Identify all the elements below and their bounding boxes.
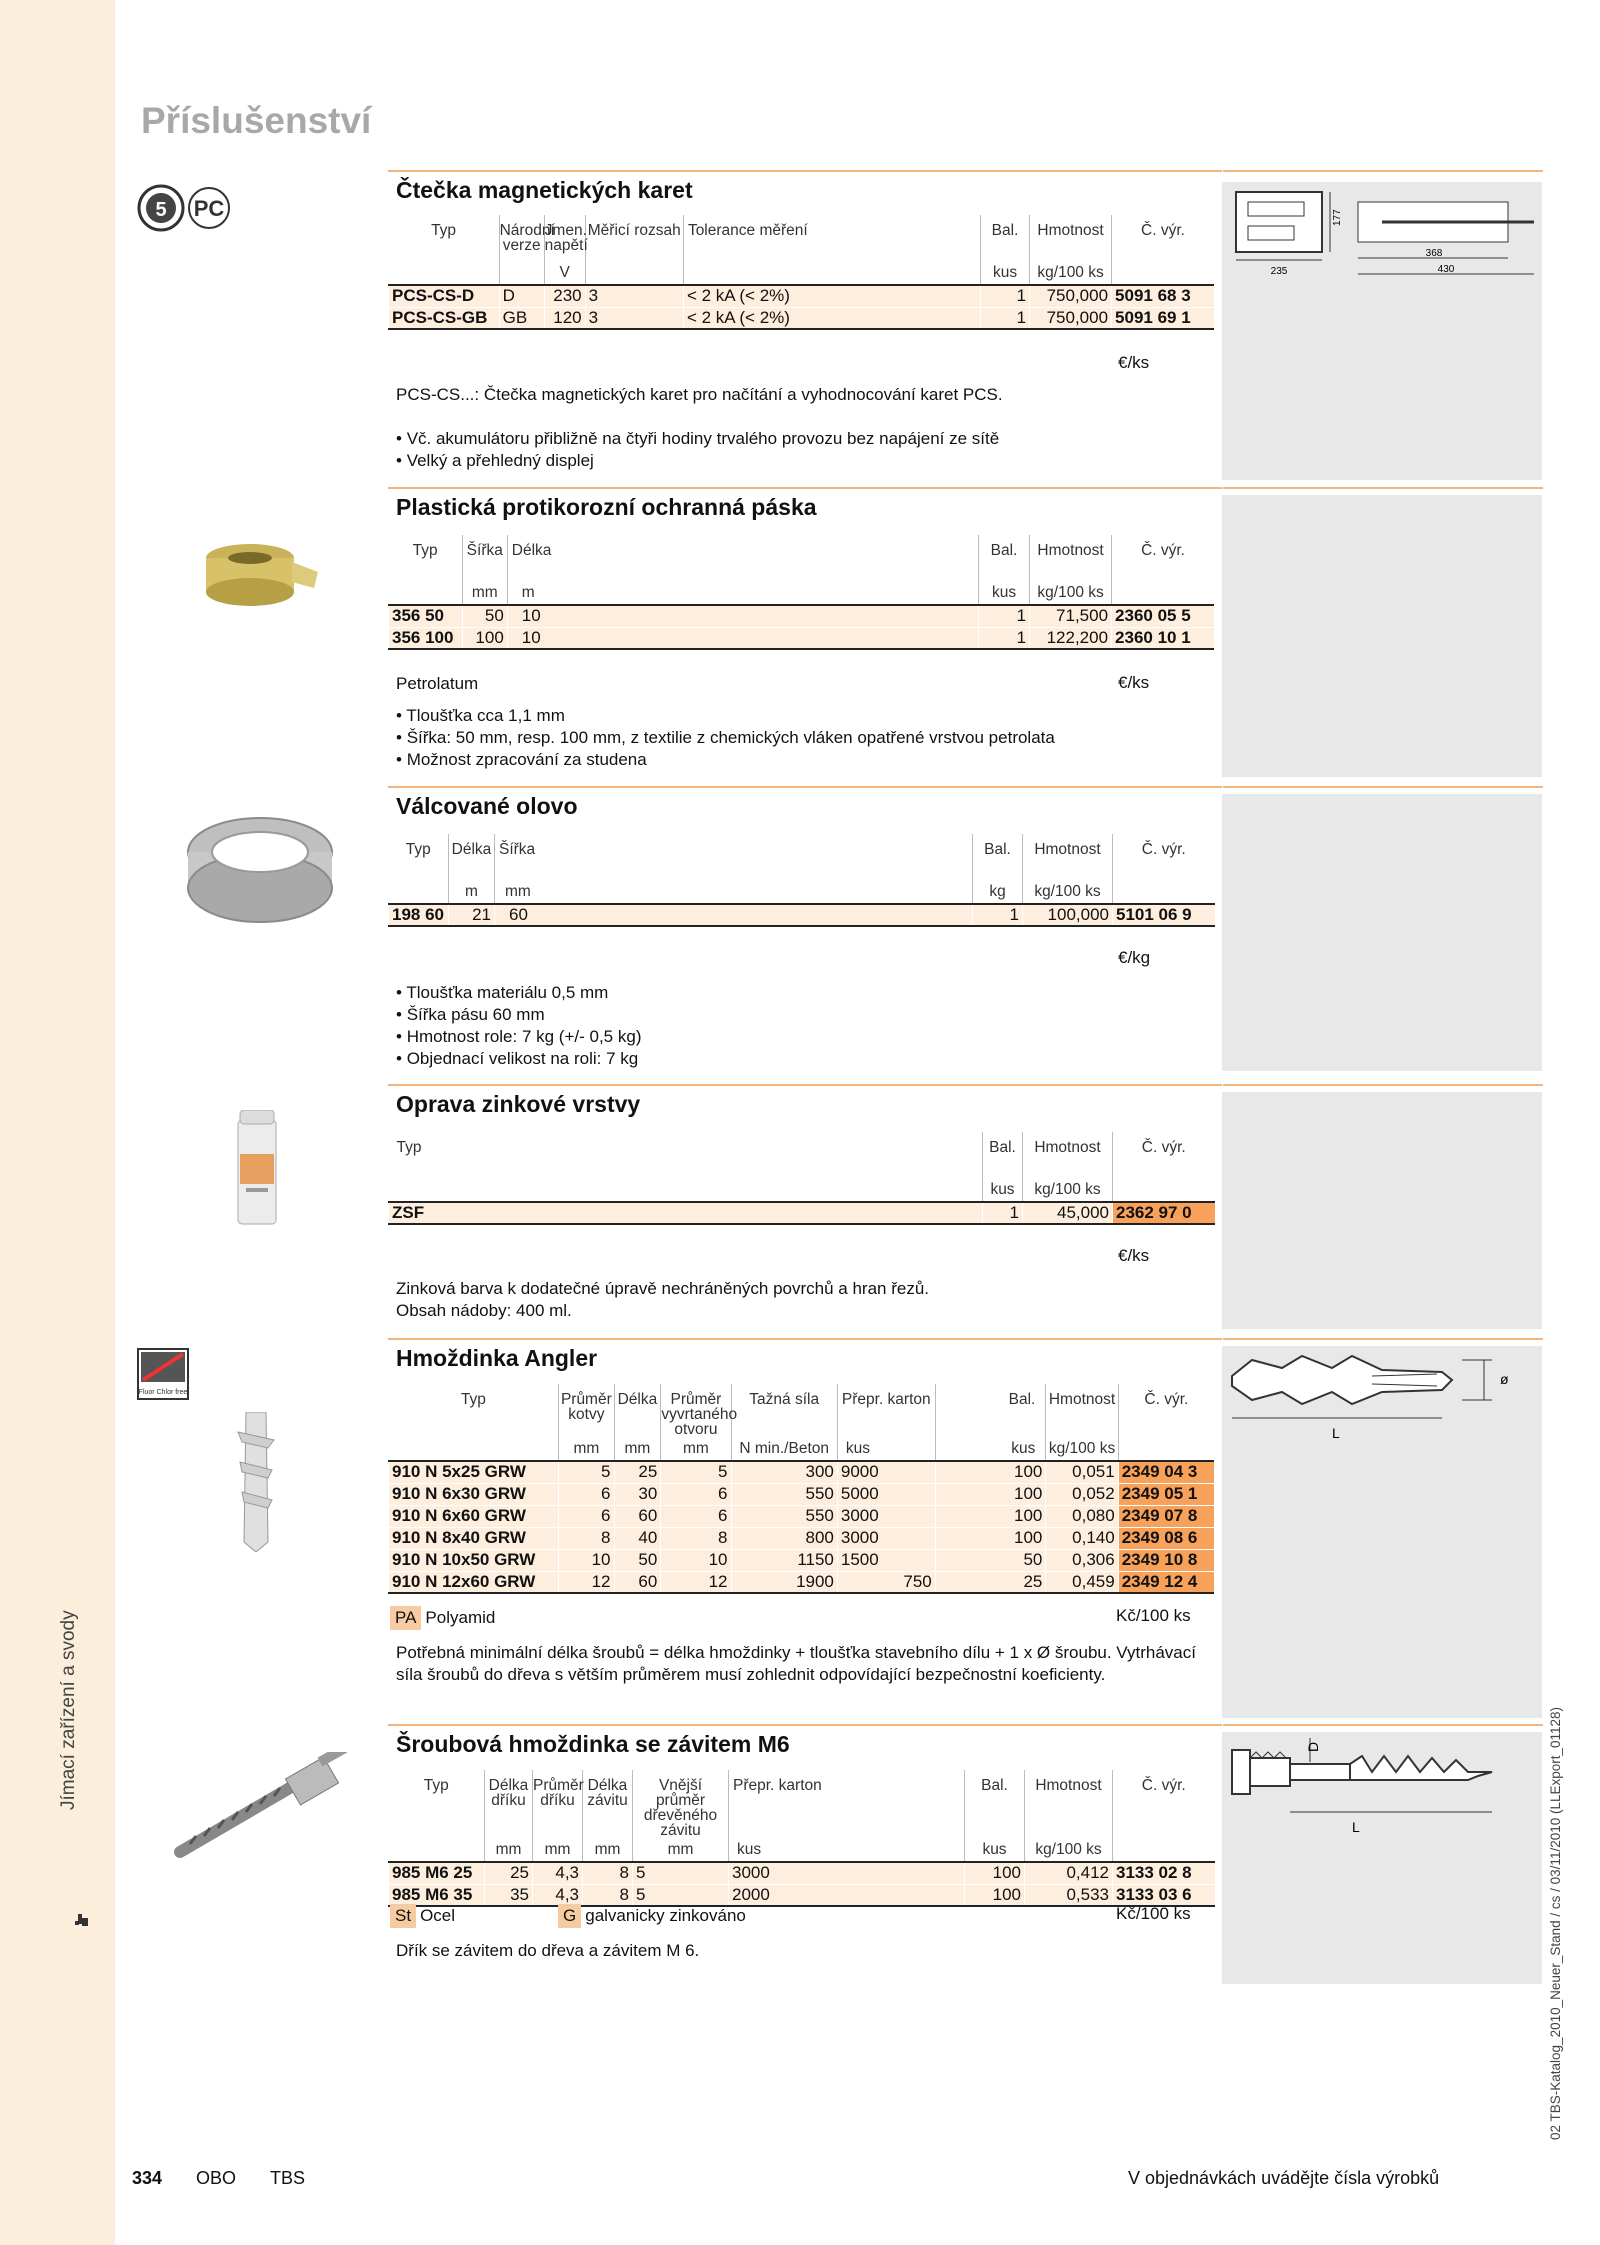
section-title: Hmoždinka Angler (396, 1345, 598, 1371)
material-label: Petrolatum (396, 674, 479, 693)
table-row: PCS-CS-GB GB 120 3 < 2 kA (< 2%) 1 750,000 5091 69 1 (389, 307, 1215, 329)
product-table: Typ Bal. Hmotnost Č. výr. kus kg/100 ks ZSF 1 45,000 2362 97 0 (388, 1132, 1215, 1225)
price-unit: Kč/100 ks (1116, 1904, 1191, 1923)
product-table: Typ Národní verze Jmen. napětí Měřicí rozsah Tolerance měření Bal. Hmotnost Č. výr. V kus kg/100 ks PCS-CS-D D 230 3 < 2 kA (< 2%) 1 750,000 5091 68 3 PCS-CS-GB GB 120 3 < 2 kA (< 2%) 1 750,000 5091 69 1 (388, 215, 1214, 330)
product-table: Typ Průměr kotvy Délka Průměr vyvrtaného otvoru Tažná síla Přepr. karton Bal. Hmotnost Č. výr. mm mm mm N min./Beton kus kus kg/100 ks 910 N 5x25 GRW 5 25 5 300 9000 100 0,051 2349 04 3 910 N 6x30 GRW 6 30 6 550 5000 100 0,052 2349 05 1 910 N 6x60 GRW 6 60 6 550 3000 100 0,080 2349 07 8 910 N 8x40 GRW 8 40 8 800 3000 100 0,140 2349 08 6 910 N 10x50 GRW 10 50 10 1150 1500 50 0,306 2349 10 8 910 N 12x60 GRW 12 60 12 1900 750 25 0,459 2349 12 4 (388, 1384, 1214, 1594)
section-title: Oprava zinkové vrstvy (396, 1091, 641, 1117)
table-row: 910 N 10x50 GRW 10 50 10 1150 1500 50 0,306 2349 10 8 (389, 1549, 1215, 1571)
price-unit: €/kg (1118, 948, 1151, 967)
hand-pointer-icon (74, 1912, 90, 1928)
description: Potřebná minimální délka šroubů = délka hmoždinky + tloušťka stavebního dílu + 1 x Ø šroubu. Vytrhávací síla šroubů do dřeva s větším průměrem musí zohlednit odpovídající bezpečnostní koeficienty. (396, 1643, 1196, 1684)
section-title: Plastická protikorozní ochranná páska (396, 494, 817, 520)
bullet-list: • Tloušťka materiálu 0,5 mm • Šířka pásu 60 mm • Hmotnost role: 7 kg (+/- 0,5 kg) • Objednací velikost na roli: 7 kg (396, 983, 642, 1068)
price-unit: €/ks (1118, 353, 1150, 372)
product-table: Typ Délka Šířka Bal. Hmotnost Č. výr. m mm kg kg/100 ks 198 60 21 60 1 100,000 5101 06 9 (388, 834, 1215, 927)
dimension-drawing (1222, 1732, 1542, 1984)
price-unit: Kč/100 ks (1116, 1606, 1191, 1625)
angler-dowel-image (228, 1412, 284, 1552)
bullet-list: • Tloušťka cca 1,1 mm • Šířka: 50 mm, resp. 100 mm, z textilie z chemických vláken opatřené vrstvou petrolata • Možnost zpracování za studena (396, 706, 1055, 769)
table-row: 910 N 8x40 GRW 8 40 8 800 3000 100 0,140 2349 08 6 (389, 1527, 1215, 1549)
table-row: 910 N 6x30 GRW 6 30 6 550 5000 100 0,052 2349 05 1 (389, 1483, 1215, 1505)
side-label: Jímací zařízení a svody (58, 1610, 79, 1810)
svg-text:235: 235 (1270, 266, 1288, 277)
section-title: Válcované olovo (396, 793, 578, 819)
price-unit: €/ks (1118, 1246, 1150, 1265)
gray-panel (1222, 495, 1542, 777)
product-table: Typ Šířka Délka Bal. Hmotnost Č. výr. mm m kus kg/100 ks 356 50 50 10 1 71,500 2360 05 5 356 100 100 10 1 122,200 2360 10 1 (388, 535, 1214, 650)
coating-line: G galvanicky zinkováno (558, 1904, 746, 1928)
svg-text:ø: ø (1500, 1371, 1509, 1387)
section-tape (388, 487, 1543, 777)
product-table: Typ Délka dříku Průměr dříku Délka závitu Vnější průměr dřevěného závitu Přepr. karton Bal. Hmotnost Č. výr. mm mm mm mm kus kus kg/100 ks 985 M6 25 25 4,3 8 5 3000 100 0,412 3133 02 8 985 M6 35 35 4,3 8 5 2000 100 0,533 3133 03 6 (388, 1770, 1215, 1907)
table-row: 985 M6 35 35 4,3 8 5 2000 100 0,533 3133 03 6 (389, 1884, 1215, 1906)
footer-note: V objednávkách uvádějte čísla výrobků (1128, 2168, 1440, 2188)
price-unit: €/ks (1118, 673, 1150, 692)
table-row: 356 50 50 10 1 71,500 2360 05 5 (389, 605, 1215, 627)
svg-text:L: L (1352, 1819, 1360, 1835)
left-margin-band (0, 0, 115, 2245)
dimension-drawing (1222, 1346, 1542, 1718)
description: PCS-CS...: Čtečka magnetických karet pro načítání a vyhodnocování karet PCS. (396, 385, 1003, 404)
certification-logos-icon (137, 183, 247, 233)
table-row: PCS-CS-D D 230 3 < 2 kA (< 2%) 1 750,000 5091 68 3 (389, 285, 1215, 307)
table-row: ZSF 1 45,000 2362 97 0 (389, 1202, 1215, 1224)
svg-text:430: 430 (1437, 264, 1455, 275)
svg-text:D: D (1305, 1741, 1321, 1752)
svg-text:177: 177 (1332, 209, 1343, 226)
section-title: Čtečka magnetických karet (396, 177, 693, 203)
bullet-list: • Vč. akumulátoru přibližně na čtyři hodiny trvalého provozu bez napájení ze sítě • Velký a přehledný displej (396, 429, 1000, 470)
svg-text:PC: PC (193, 196, 225, 221)
section-title: Šroubová hmoždinka se závitem M6 (396, 1731, 790, 1757)
svg-text:368: 368 (1425, 248, 1443, 259)
tape-roll-image (200, 538, 320, 608)
table-row: 985 M6 25 25 4,3 8 5 3000 100 0,412 3133 02 8 (389, 1862, 1215, 1884)
page-number: 334 (132, 2168, 163, 2188)
svg-text:5: 5 (155, 199, 167, 221)
table-row: 356 100 100 10 1 122,200 2360 10 1 (389, 627, 1215, 649)
svg-text:L: L (1332, 1425, 1340, 1441)
table-row: 910 N 12x60 GRW 12 60 12 1900 750 25 0,459 2349 12 4 (389, 1571, 1215, 1593)
export-label: 02 TBS-Katalog_2010_Neuer_Stand / cs / 03/11/2010 (LLExport_01128) (1548, 1706, 1563, 2140)
zinc-spray-can-image (232, 1110, 282, 1226)
section-card-reader (388, 170, 1543, 480)
table-row: 910 N 5x25 GRW 5 25 5 300 9000 100 0,051 2349 04 3 (389, 1461, 1215, 1483)
table-row: 910 N 6x60 GRW 6 60 6 550 3000 100 0,080 2349 07 8 (389, 1505, 1215, 1527)
material-line: PA Polyamid (390, 1606, 495, 1630)
fluor-chlor-free-logo-icon (137, 1348, 189, 1400)
material-line: St Ocel (390, 1904, 455, 1928)
description: Zinková barva k dodatečné úpravě nechráněných povrchů a hran řezů. Obsah nádoby: 400 ml. (396, 1279, 929, 1320)
section-lead (388, 786, 1543, 1071)
svg-text:Fluor Chlor free: Fluor Chlor free (138, 1389, 188, 1396)
dimension-drawing (1222, 182, 1542, 480)
page-title: Příslušenství (141, 100, 372, 141)
section-zinc-repair (388, 1084, 1543, 1329)
brand-tbs: TBS (270, 2168, 306, 2188)
section-angler-dowel (388, 1338, 1543, 1718)
brand-obo: OBO (196, 2168, 237, 2188)
section-screw-dowel (388, 1724, 1543, 1984)
screw-dowel-image (170, 1752, 350, 1862)
gray-panel (1222, 1092, 1542, 1329)
description: Dřík se závitem do dřeva a závitem M 6. (396, 1941, 700, 1960)
table-row: 198 60 21 60 1 100,000 5101 06 9 (389, 904, 1215, 926)
gray-panel (1222, 794, 1542, 1071)
lead-coil-image (180, 808, 340, 928)
